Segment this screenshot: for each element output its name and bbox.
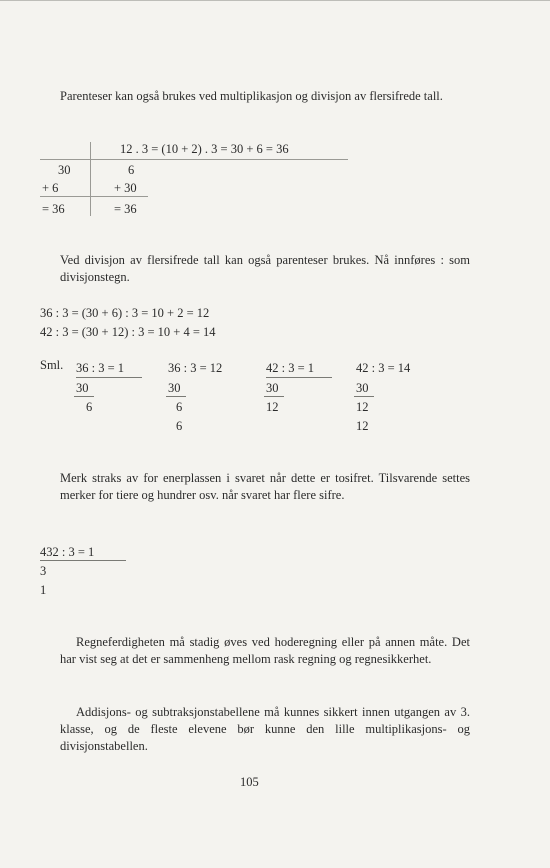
comparison-col-2-line-3: 6 <box>176 419 183 433</box>
right-col-line-2: + 30 <box>114 181 137 195</box>
comparison-col-1-rule <box>76 377 142 378</box>
comparison-col-2-head: 36 : 3 = 12 <box>168 361 223 375</box>
comparison-col-4-line-3: 12 <box>356 419 369 433</box>
comparison-col-4-line-2: 12 <box>356 400 369 414</box>
paragraph-mark-instructions: Merk straks av for enerplassen i svaret når dette er tosifret. Tilsvarende settes merker for tiere og hundrer osv. når svaret har flere sifre. <box>60 471 470 502</box>
comparison-col-1-line-2: 6 <box>86 400 93 414</box>
example-vertical-rule <box>90 142 91 216</box>
comparison-col-2-subrule <box>166 396 186 397</box>
long-division-head: 432 : 3 = 1 <box>40 545 95 559</box>
comparison-col-3-subrule <box>264 396 284 397</box>
left-col-line-2: + 6 <box>42 181 59 195</box>
right-col-line-1: 6 <box>128 163 135 177</box>
left-col-line-3: = 36 <box>42 202 65 216</box>
right-col-line-3: = 36 <box>114 202 137 216</box>
comparison-col-3-head: 42 : 3 = 1 <box>266 361 315 375</box>
page-number: 105 <box>240 775 259 789</box>
paragraph-arithmetic-skill: Regneferdigheten må stadig øves ved hoderegning eller på annen måte. Det har vist seg at det er sammenheng mellom rask regning og regnesikkerhet. <box>60 635 470 666</box>
paragraph-multiplication-intro: Parenteser kan også brukes ved multiplikasjon og divisjon av flersifrede tall. <box>60 89 443 103</box>
comparison-col-2-line-2: 6 <box>176 400 183 414</box>
comparison-col-4-subrule <box>354 396 374 397</box>
page-top-edge <box>0 0 550 1</box>
division-equation-1: 36 : 3 = (30 + 6) : 3 = 10 + 2 = 12 <box>40 306 210 320</box>
comparison-col-3-line-2: 12 <box>266 400 279 414</box>
division-equation-2: 42 : 3 = (30 + 12) : 3 = 10 + 4 = 14 <box>40 325 216 339</box>
comparison-col-2-line-1: 30 <box>168 381 181 395</box>
long-division-line-1: 3 <box>40 564 47 578</box>
paragraph-tables: Addisjons- og subtraksjonstabellene må kunnes sikkert innen utgangen av 3. klasse, og de fleste elevene bør kunne den lille multiplikasjons- og divisjonstabellen. <box>60 705 470 753</box>
comparison-col-1-subrule <box>74 396 94 397</box>
comparison-col-4-line-1: 30 <box>356 381 369 395</box>
long-division-line-2: 1 <box>40 583 47 597</box>
example-top-rule <box>40 159 348 160</box>
comparison-col-4-head: 42 : 3 = 14 <box>356 361 411 375</box>
comparison-col-1-line-1: 30 <box>76 381 89 395</box>
comparison-label: Sml. <box>40 358 64 372</box>
comparison-col-3-rule <box>266 377 332 378</box>
left-col-line-1: 30 <box>58 163 71 177</box>
comparison-col-3-line-1: 30 <box>266 381 279 395</box>
long-division-rule <box>40 560 126 561</box>
paragraph-division-intro: Ved divisjon av flersifrede tall kan også parenteser brukes. Nå innføres : som divisjonstegn. <box>60 253 470 284</box>
comparison-col-1-head: 36 : 3 = 1 <box>76 361 125 375</box>
multiplication-equation: 12 . 3 = (10 + 2) . 3 = 30 + 6 = 36 <box>120 142 289 156</box>
